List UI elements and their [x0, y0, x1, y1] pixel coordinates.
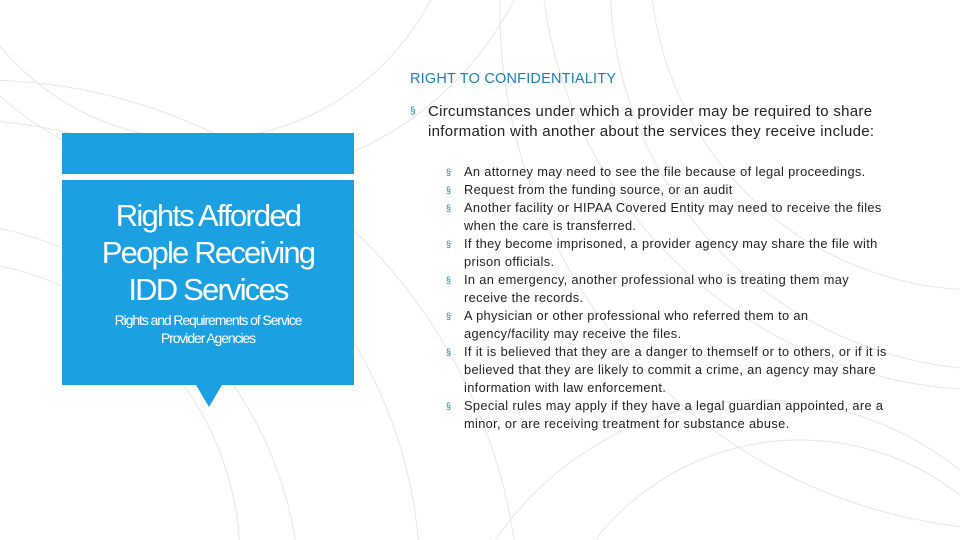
bullet-marker-icon: § [446, 185, 452, 195]
bullet-marker-icon: § [446, 275, 452, 285]
list-item [446, 397, 896, 433]
list-item [446, 307, 896, 343]
slide-title [62, 197, 354, 308]
list-item-text: An attorney may need to see the file because of legal proceedings. [464, 164, 866, 179]
list-item [446, 181, 896, 199]
sub-bullet-list [446, 163, 896, 433]
slide-subtitle [62, 311, 354, 347]
list-item-text: Special rules may apply if they have a legal guardian appointed, are a minor, or are receiving treatment for substance abuse. [464, 398, 884, 431]
list-item-text: Another facility or HIPAA Covered Entity may need to receive the files when the care is transferred. [464, 200, 882, 233]
list-item-text: A physician or other professional who referred them to an agency/facility may receive the files. [464, 308, 809, 341]
list-item-text: If they become imprisoned, a provider agency may share the file with prison officials. [464, 236, 878, 269]
bullet-marker-icon: § [446, 239, 452, 249]
bullet-marker-icon: § [446, 167, 452, 177]
list-item [446, 199, 896, 235]
list-item-text: Request from the funding source, or an audit [464, 182, 733, 197]
slide-subtitle-line: Provider Agencies [160, 330, 256, 346]
bullet-marker-icon: § [446, 203, 452, 213]
main-bullet [410, 102, 910, 142]
bullet-marker-icon: § [410, 106, 416, 117]
list-item [446, 163, 896, 181]
bullet-marker-icon: § [446, 347, 452, 357]
slide-title-line: Rights Afforded [115, 198, 301, 233]
panel-pointer [196, 385, 222, 407]
main-bullet-text: Circumstances under which a provider may be required to share information with another about the services they receive include: [428, 103, 875, 140]
slide-title-line: IDD Services [128, 272, 288, 307]
list-item-text: In an emergency, another professional who is treating them may receive the records. [464, 272, 849, 305]
panel-divider [62, 174, 354, 180]
list-item [446, 343, 896, 397]
bullet-marker-icon: § [446, 401, 452, 411]
list-item [446, 271, 896, 307]
bullet-marker-icon: § [446, 311, 452, 321]
slide-subtitle-line: Rights and Requirements of Service [114, 312, 302, 328]
section-heading: RIGHT TO CONFIDENTIALITY [410, 71, 617, 87]
list-item-text: If it is believed that they are a danger to themself or to others, or if it is believed that they are likely to commit a crime, an agency may share information with law enforcement. [464, 344, 887, 395]
list-item [446, 235, 896, 271]
slide-title-line: People Receiving [101, 235, 315, 270]
